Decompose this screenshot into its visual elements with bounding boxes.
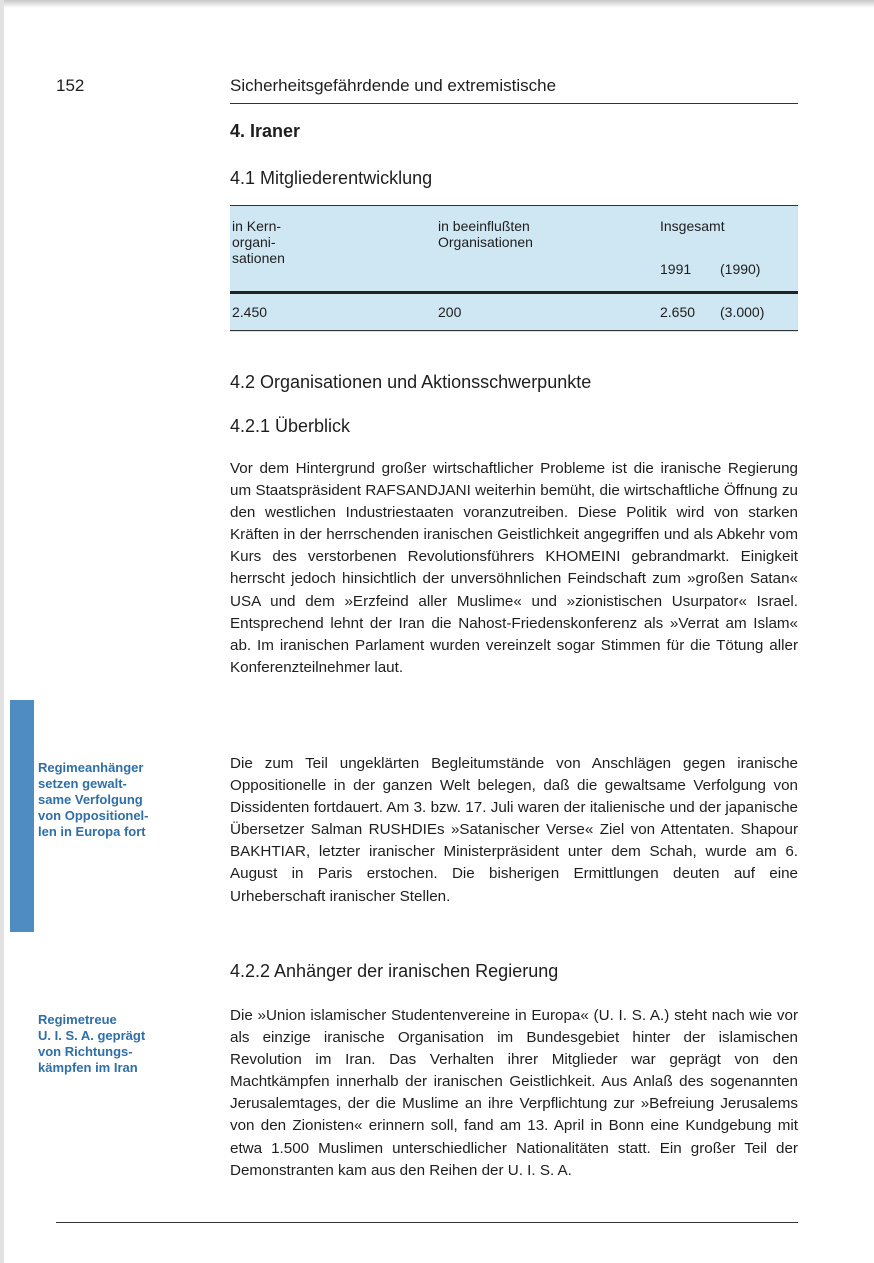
section-heading-mitglieder: 4.1 Mitgliederentwicklung <box>230 168 433 188</box>
page-left-edge <box>0 0 4 1263</box>
table-header-influenced-orgs: in beeinflußten Organisationen <box>438 218 533 250</box>
table-header-core-orgs: in Kern- organi- sationen <box>232 218 285 266</box>
table-header-year-1991: 1991 <box>660 261 692 277</box>
paragraph-overview: Vor dem Hintergrund großer wirtschaftlicher Probleme ist die iranische Regierung um Staatspräsident RAFSANDJANI weiterhin bemüht, die wirtschaftliche Öffnung zu den westlichen Industriestaaten voranzutreiben. Diese Politik wird von starken Kräften in der herrschenden iranischen Geistlichkeit angegriffen und als Abkehr vom Kurs des verstorbenen Revolutionsführers KHOMEINI gebrandmarkt. Einigkeit herrscht jedoch hinsichtlich der unversöhnlichen Feindschaft zum »großen Satan« USA und dem »Erzfeind aller Muslime« und »zionistischen Usurpator« Israel. Entsprechend lehnt der Iran die Nahost-Friedenskonferenz als »Verrat am Islam« ab. Im iranischen Parlament wurden vereinzelt sogar Stimmen für die Tötung aller Konferenzteilnehmer laut. <box>230 460 798 676</box>
table-cell-total-1991: 2.650 <box>660 304 696 320</box>
table-cell-influenced-orgs: 200 <box>438 304 462 320</box>
table-cell-core-orgs: 2.450 <box>232 304 268 320</box>
section-heading-anhaenger: 4.2.2 Anhänger der iranischen Regierung <box>230 961 559 981</box>
table-top-rule <box>230 205 798 206</box>
paragraph-dissidents: Die zum Teil ungeklärten Begleitumstände von Anschlägen gegen iranische Oppositionelle in der ganzen Welt belegen, daß die gewaltsame Verfolgung von Dissidenten fortdauert. Am 3. bzw. 17. Juli waren der italienische und der japanische Übersetzer Salman RUSHDIEs »Satanischer Verse« Ziel von Attentaten. Shapour BAKHTIAR, letzter iranischer Ministerpräsident unter dem Schah, wurde am 6. August in Paris erstochen. Die bisherigen Ermittlungen deuten auf eine Urheberschaft iranischer Stellen. <box>230 755 798 905</box>
table-cell-total-1990: (3.000) <box>720 304 765 320</box>
page-top-edge <box>0 0 874 8</box>
section-heading-organisationen: 4.2 Organisationen und Aktionsschwerpunkte <box>230 372 592 392</box>
membership-table <box>230 205 798 332</box>
table-bottom-rule <box>230 330 798 331</box>
section-heading-iraner: 4. Iraner <box>230 121 301 141</box>
margin-note-regimetreue: Regimetreue U. I. S. A. geprägt von Richtungs- kämpfen im Iran <box>38 1012 146 1075</box>
section-heading-ueberblick: 4.2.1 Überblick <box>230 416 351 436</box>
paragraph-uisa: Die »Union islamischer Studentenvereine in Europa« (U. I. S. A.) steht nach wie vor als einzige iranische Organisation im Bundesgebiet hinter der islamischen Revolution im Iran. Das Verhalten ihrer Mitglieder war geprägt von den Machtkämpfen innerhalb der iranischen Geistlichkeit. Aus Anlaß des sogenannten Jerusalemtages, der die Muslime an ihre Verpflichtung zur »Befreiung Jerusalems von den Zionisten« erinnern soll, fand am 13. April in Bonn eine Kundgebung mit etwa 1.500 Muslimen unterschiedlicher Nationalitäten statt. Ein großer Teil der Demonstranten kam aus den Reihen der U. I. S. A. <box>230 1007 798 1179</box>
table-header-rule <box>230 291 798 294</box>
page-number: 152 <box>56 76 85 95</box>
table-header-total: Insgesamt <box>660 218 725 234</box>
footer-rule <box>56 1222 798 1223</box>
table-header-year-1990: (1990) <box>720 261 761 277</box>
running-head: Sicherheitsgefährdende und extremistische <box>230 76 557 95</box>
margin-note-regimeanhaenger: Regimeanhänger setzen gewalt- same Verfolgung von Oppositionel- len in Europa fort <box>38 760 149 839</box>
header-rule <box>230 103 798 104</box>
margin-marker-bar <box>10 700 34 932</box>
